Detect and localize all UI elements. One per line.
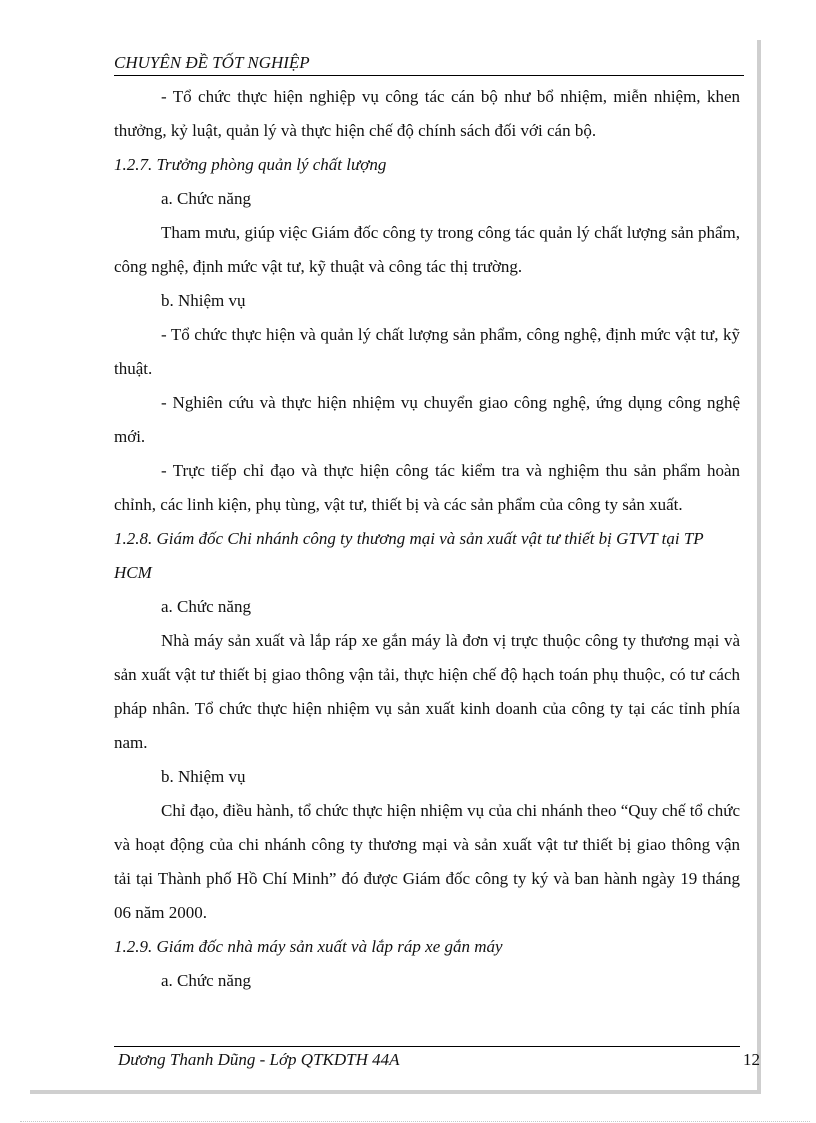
footer-rule bbox=[114, 1046, 740, 1047]
page-bottom-dotted-border bbox=[20, 1121, 810, 1122]
section-heading-1-2-9: 1.2.9. Giám đốc nhà máy sản xuất và lắp ráp xe gắn máy bbox=[114, 937, 503, 956]
subheading-duties: b. Nhiệm vụ bbox=[161, 767, 246, 786]
subheading-function: a. Chức năng bbox=[161, 597, 251, 616]
section-heading-1-2-8: 1.2.8. Giám đốc Chi nhánh công ty thương mại và sản xuất vật tư thiết bị GTVT tại TP HCM bbox=[114, 529, 704, 582]
paragraph-quality-duty-3: - Trực tiếp chỉ đạo và thực hiện công tác kiểm tra và nghiệm thu sản phẩm hoàn chỉnh, các linh kiện, phụ tùng, vật tư, thiết bị và các sản phẩm của công ty sản xuất. bbox=[114, 461, 740, 514]
section-heading-1-2-7: 1.2.7. Trưởng phòng quản lý chất lượng bbox=[114, 155, 387, 174]
page-shadow-right bbox=[757, 40, 761, 1090]
page-body bbox=[114, 80, 740, 998]
page-number: 12 bbox=[743, 1050, 760, 1069]
subheading-function: a. Chức năng bbox=[161, 189, 251, 208]
subheading-function: a. Chức năng bbox=[161, 971, 251, 990]
page-header: CHUYÊN ĐỀ TỐT NGHIỆP bbox=[114, 52, 744, 76]
paragraph-quality-duty-2: - Nghiên cứu và thực hiện nhiệm vụ chuyển giao công nghệ, ứng dụng công nghệ mới. bbox=[114, 393, 740, 446]
paragraph-quality-function: Tham mưu, giúp việc Giám đốc công ty trong công tác quản lý chất lượng sản phẩm, công nghệ, định mức vật tư, kỹ thuật và công tác thị trường. bbox=[114, 223, 740, 276]
page-footer-author: Dương Thanh Dũng - Lớp QTKDTH 44A bbox=[118, 1050, 400, 1069]
paragraph-staff-management: - Tổ chức thực hiện nghiệp vụ công tác cán bộ như bổ nhiệm, miễn nhiệm, khen thưởng, kỷ luật, quản lý và thực hiện chế độ chính sách đối với cán bộ. bbox=[114, 87, 740, 140]
paragraph-branch-function: Nhà máy sản xuất và lắp ráp xe gắn máy là đơn vị trực thuộc công ty thương mại và sản xuất vật tư thiết bị giao thông vận tải, thực hiện chế độ hạch toán phụ thuộc, có tư cách pháp nhân. Tổ chức thực hiện nhiệm vụ sản xuất kinh doanh của công ty tại các tỉnh phía nam. bbox=[114, 631, 740, 752]
page-shadow-bottom bbox=[30, 1090, 761, 1094]
paragraph-branch-duty: Chỉ đạo, điều hành, tổ chức thực hiện nhiệm vụ của chi nhánh theo “Quy chế tổ chức và hoạt động của chi nhánh công ty thương mại và sản xuất vật tư thiết bị giao thông vận tải tại Thành phố Hồ Chí Minh” đó được Giám đốc công ty ký và ban hành ngày 19 tháng 06 năm 2000. bbox=[114, 801, 740, 922]
subheading-duties: b. Nhiệm vụ bbox=[161, 291, 246, 310]
paragraph-quality-duty-1: - Tổ chức thực hiện và quản lý chất lượng sản phẩm, công nghệ, định mức vật tư, kỹ thuật. bbox=[114, 325, 740, 378]
